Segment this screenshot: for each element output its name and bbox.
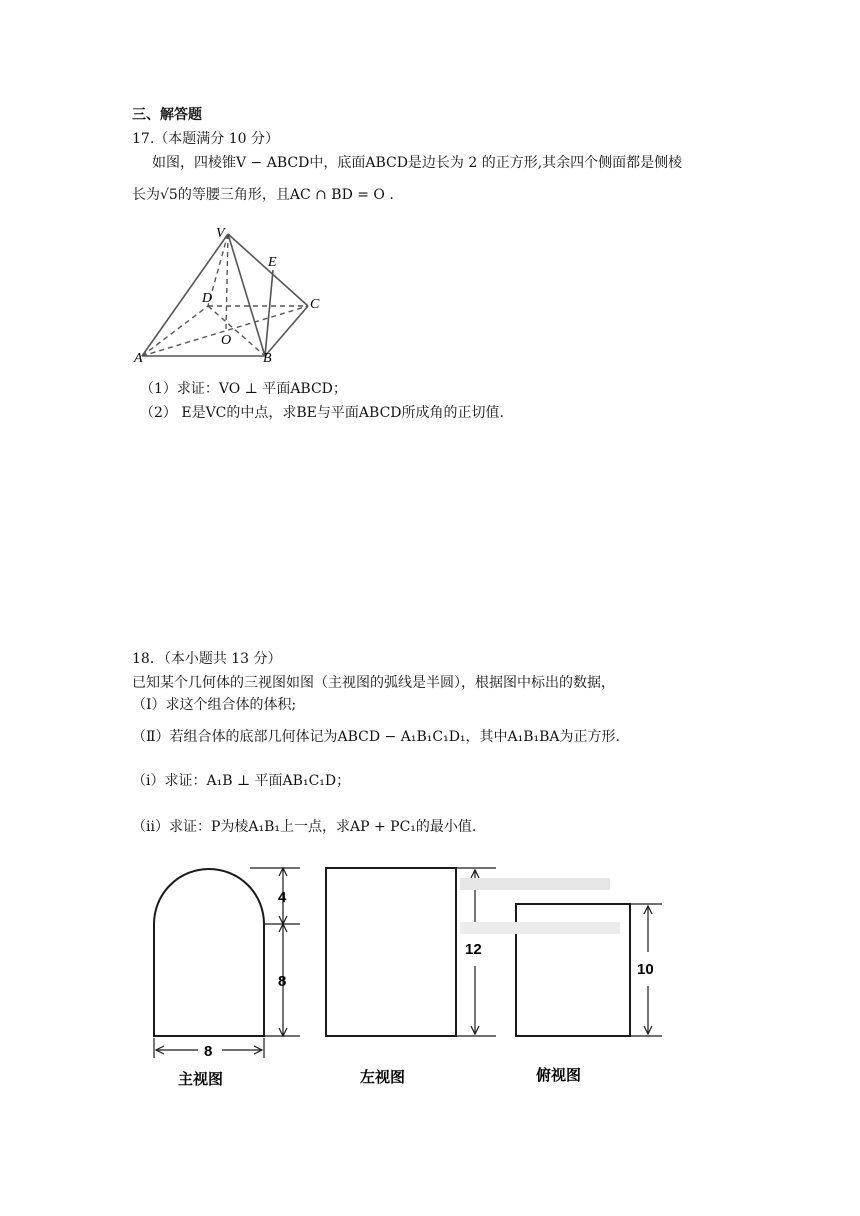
label-O: O xyxy=(221,333,232,348)
q18-part2: （Ⅱ）若组合体的底部几何体记为ABCD − A₁B₁C₁D₁，其中A₁B₁BA为正方形. xyxy=(132,729,620,745)
q18-part2-ii: （ii）求证：P为棱A₁B₁上一点，求AP + PC₁的最小值. xyxy=(132,819,477,835)
top-view-caption: 俯视图 xyxy=(536,1066,582,1084)
q17-text-line2: 长为√5的等腰三角形，且AC ∩ BD = O . xyxy=(132,187,394,203)
q18-part2-i: （i）求证：A₁B ⊥ 平面AB₁C₁D； xyxy=(132,773,351,789)
q17-part2: （2） E是VC的中点，求BE与平面ABCD所成角的正切值. xyxy=(140,405,504,421)
front-dim-arc: 4 xyxy=(278,889,287,906)
label-B: B xyxy=(263,351,272,366)
label-D: D xyxy=(202,291,213,306)
q18-text-line1: 已知某个几何体的三视图如图（主视图的弧线是半圆），根据图中标出的数据， xyxy=(132,675,615,691)
label-A: A xyxy=(134,351,143,366)
section-heading: 三、解答题 xyxy=(132,107,202,123)
label-E: E xyxy=(268,255,277,270)
front-dim-rect: 8 xyxy=(278,973,287,990)
three-views-figure xyxy=(140,860,660,1100)
q18-part1: （Ⅰ）求这个组合体的体积; xyxy=(132,697,297,713)
label-C: C xyxy=(310,297,320,312)
q17-header: 17.（本题满分 10 分） xyxy=(132,131,279,147)
q17-text-line1: 如图，四棱锥V − ABCD中，底面ABCD是边长为 2 的正方形,其余四个侧面都是侧棱 xyxy=(152,155,683,171)
front-dim-width: 8 xyxy=(204,1043,213,1060)
side-view-caption: 左视图 xyxy=(360,1068,406,1086)
q18-header: 18．（本小题共 13 分） xyxy=(132,651,282,667)
label-V: V xyxy=(216,226,225,241)
front-view-caption: 主视图 xyxy=(178,1070,224,1088)
side-dim-height: 12 xyxy=(465,941,482,958)
top-dim-height: 10 xyxy=(637,961,654,978)
pyramid-figure xyxy=(130,222,340,372)
q17-part1: （1）求证：VO ⊥ 平面ABCD； xyxy=(140,381,347,397)
